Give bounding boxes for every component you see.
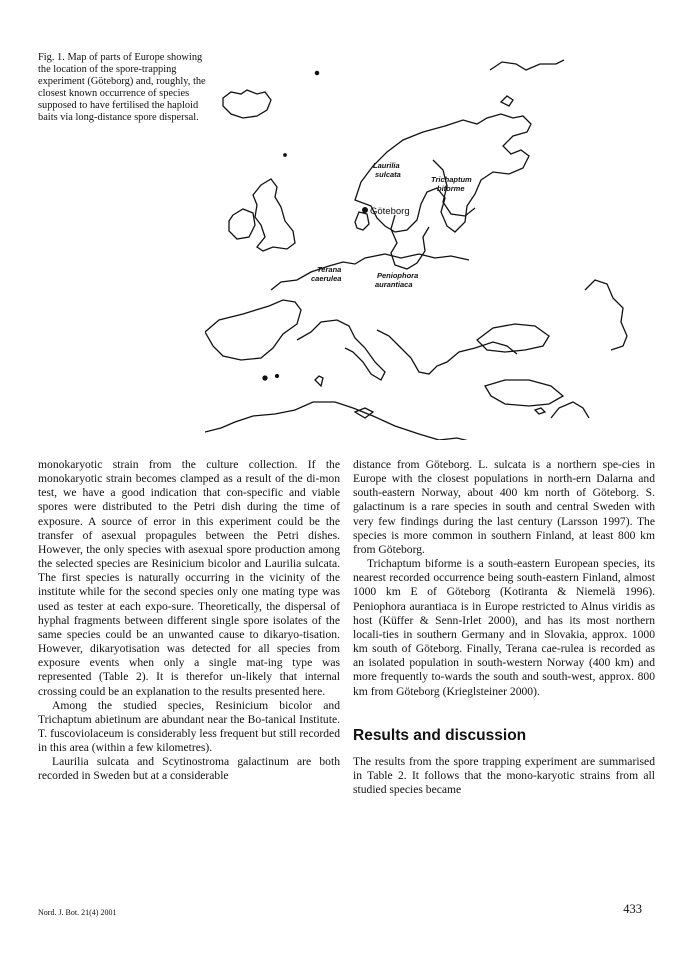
left-paragraph-2: Among the studied species, Resinicium bicolor and Trichaptum abietinum are abundant near the Bo-tanical Institute. T. fuscoviolaceum is considerably less frequent but still recorded in this area (within a few kilometres). [38, 698, 340, 755]
baltic-outline [391, 215, 429, 269]
label-trichaptum-1: Trichaptum [431, 175, 472, 184]
island-dot [315, 71, 318, 74]
arctic-island-outline [501, 96, 513, 106]
europe-map [205, 40, 645, 440]
turkey-outline [485, 380, 563, 406]
page-number: 433 [623, 902, 642, 916]
journal-citation: Nord. J. Bot. 21(4) 2001 [38, 908, 117, 917]
label-laurilia-1: Laurilia [373, 161, 400, 170]
great-britain-outline [253, 179, 295, 251]
right-column [353, 458, 655, 797]
label-peniophora-1: Peniophora [377, 271, 419, 280]
label-terana-2: caerulea [311, 274, 342, 283]
label-goteborg: Göteborg [370, 206, 410, 217]
cyprus-outline [535, 408, 545, 414]
label-laurilia-2: sulcata [375, 170, 401, 179]
label-trichaptum-2: biforme [437, 184, 465, 193]
left-paragraph-1: monokaryotic strain from the culture collection. If the monokaryotic strain becomes clamped as a result of the di-mon test, we have a good indication that con-specific and viable spores were distributed to the Petri dish during the time of exposure. A source of error in this experiment could be the transfer of asexual propagules between the Petri dishes. However, the only species with asexual spore production among the selected species are Resinicium bicolor and Laurilia sulcata. The first species is naturally occurring in the vicinity of the institute while for the second species only one mating type was used as tester at each expo-sure. Theoretically, the dispersal of hyphal fragments between different single spore isolates of the same species could be an unwanted cause to dikaryo-tisation. However, dikaryotisation was detected for all species from exposure events when only a single mat-ing type was represented (Table 2). It is therefor un-likely that internal crossing could be an explanation to the results presented here. [38, 458, 340, 698]
mediterranean-north-coast [297, 320, 517, 380]
middle-east-coast [551, 402, 589, 418]
left-column [38, 458, 340, 784]
iberia-outline [205, 300, 301, 360]
caspian-outline [585, 280, 627, 350]
figure-caption: Fig. 1. Map of parts of Europe showing the location of the spore-trapping experiment (Göteborg) and, roughly, the closest known occurrence of species supposed to have fertilised the haploid baits via long-distance spore dispersal. [38, 52, 206, 124]
right-paragraph-3: The results from the spore trapping experiment are summarised in Table 2. It follows that the mono-karyotic strains from all studied species became [353, 754, 655, 796]
ireland-outline [229, 209, 255, 239]
sardinia-outline [315, 376, 323, 386]
iceland-outline [223, 90, 271, 118]
black-sea-outline [477, 324, 549, 352]
section-heading: Results and discussion [353, 726, 527, 744]
right-paragraph-2: Trichaptum biforme is a south-eastern European species, its nearest recorded occurrence being south-eastern Finland, almost 1000 km E of Göteborg (Kotiranta & Niemelä 1996). Peniophora aurantiaca is in Europe restricted to Alnus viridis as host (Küffer & Senn-Irlet 2000), and has its most northern locali-ties in southern Germany and in Slovakia, approx. 1000 km south of Göteborg. Finally, Terana cae-rulea is recorded as an isolated population in south-western Norway (400 km) and more frequently to-wards the south and south-west, approx. 800 km from Göteborg (Krieglsteiner 2000). [353, 557, 655, 698]
island-dot [276, 375, 279, 378]
island-dot [263, 376, 267, 380]
right-paragraph-1: distance from Göteborg. L. sulcata is a northern spe-cies in Europe with the closest populations in north-ern Dalarna and south-eastern Norway, about 400 km north of Göteborg. S. galactinum is a rare species in south and central Sweden with very few findings during the last century (Larsson 1997). The species is more common in southern Finland, at least 800 km from Göteborg. [353, 458, 655, 556]
continent-coastline [271, 254, 469, 290]
denmark-outline [355, 212, 369, 230]
novaya-zemlya-outline [490, 60, 564, 70]
label-peniophora-2: aurantiaca [375, 280, 413, 289]
north-africa-coast [205, 402, 473, 440]
label-terana-1: Terana [317, 265, 342, 274]
left-paragraph-3: Laurilia sulcata and Scytinostroma galactinum are both recorded in Sweden but at a considerable [38, 755, 340, 783]
island-dot [284, 154, 286, 156]
goteborg-marker [362, 207, 368, 213]
